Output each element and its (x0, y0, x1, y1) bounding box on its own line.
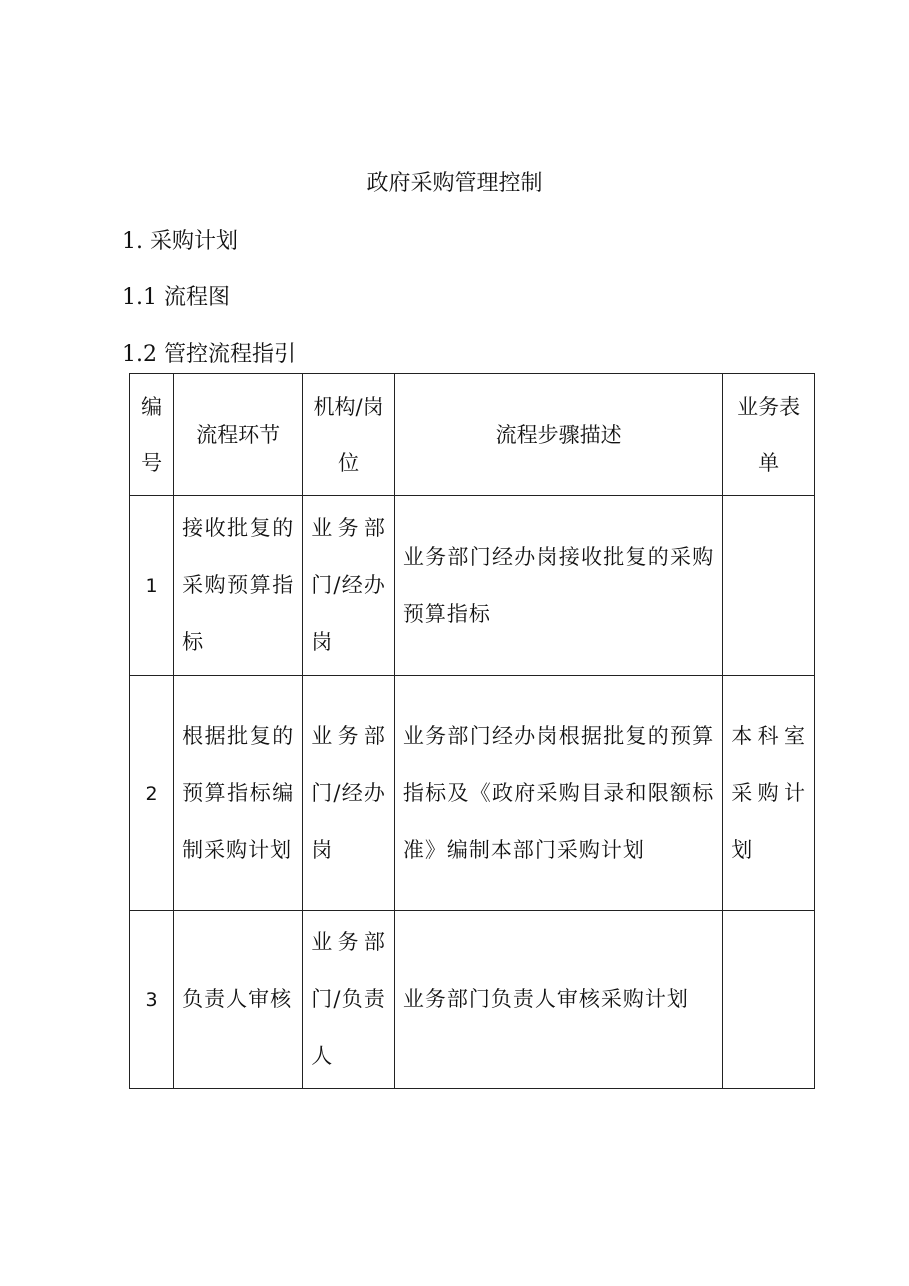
row-org: 业务部门/经办岗 (303, 496, 395, 676)
row-form: 本科室采购计划 (723, 676, 815, 911)
section-heading-procurement-plan: 1. 采购计划 (122, 229, 238, 254)
process-guide-table (129, 373, 815, 1089)
row-number: 3 (130, 911, 174, 1089)
table-row (130, 496, 815, 676)
row-number: 1 (130, 496, 174, 676)
row-description: 业务部门经办岗根据批复的预算指标及《政府采购目录和限额标准》编制本部门采购计划 (394, 676, 722, 911)
row-step: 负责人审核 (174, 911, 303, 1089)
table-row (130, 676, 815, 911)
row-description: 业务部门经办岗接收批复的采购预算指标 (394, 496, 722, 676)
row-org: 业务部门/负责人 (303, 911, 395, 1089)
document-title: 政府采购管理控制 (366, 171, 543, 196)
section-heading-control-guide: 1.2 管控流程指引 (122, 342, 296, 367)
row-number: 2 (130, 676, 174, 911)
section-heading-flowchart: 1.1 流程图 (122, 285, 230, 310)
row-org: 业务部门/经办岗 (303, 676, 395, 911)
header-number: 编号 (130, 374, 174, 496)
row-form (723, 911, 815, 1089)
table-header-row (130, 374, 815, 496)
row-step: 接收批复的采购预算指标 (174, 496, 303, 676)
row-form (723, 496, 815, 676)
table-row (130, 911, 815, 1089)
row-description: 业务部门负责人审核采购计划 (394, 911, 722, 1089)
header-description: 流程步骤描述 (394, 374, 722, 496)
header-step: 流程环节 (174, 374, 303, 496)
row-step: 根据批复的预算指标编制采购计划 (174, 676, 303, 911)
header-org: 机构/岗位 (303, 374, 395, 496)
header-form: 业务表单 (723, 374, 815, 496)
